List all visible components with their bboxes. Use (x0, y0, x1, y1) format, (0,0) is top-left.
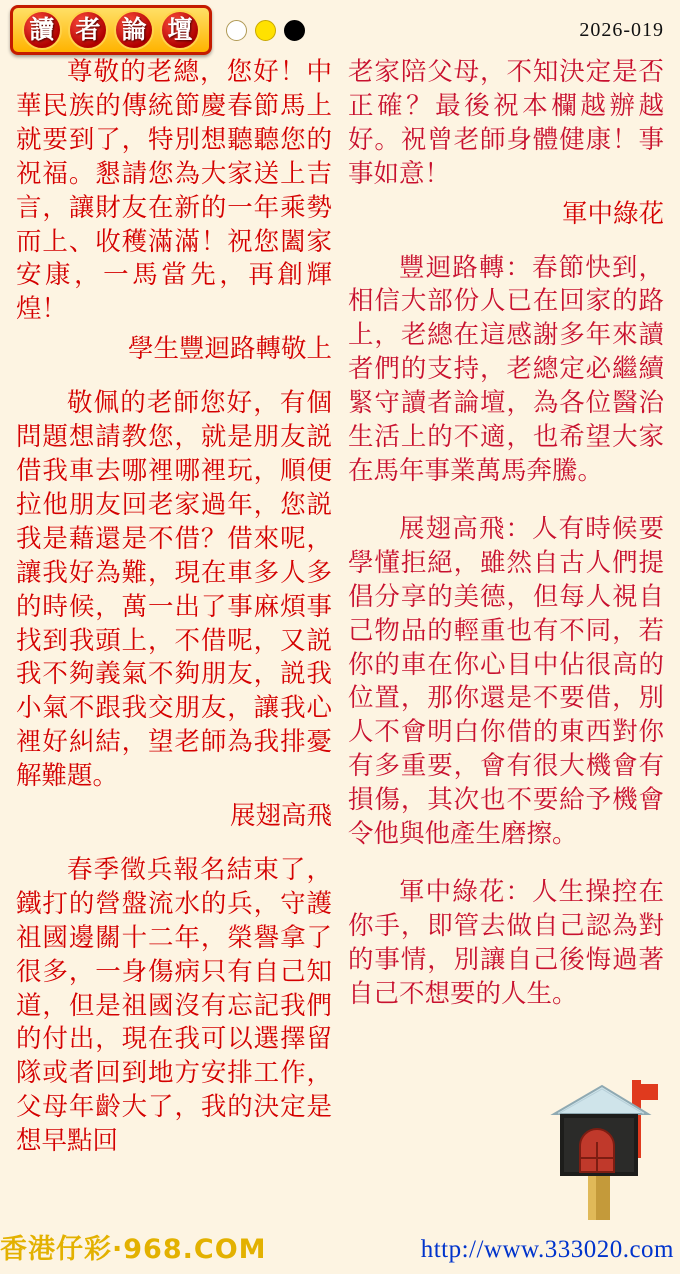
decorative-dots (226, 20, 313, 41)
letter-paragraph: 尊敬的老總，您好！中華民族的傳統節慶春節馬上就要到了，特別想聽聽您的祝福。懇請您為大家送上吉言，讓財友在新的一年乘勢而上、收穫滿滿！祝您闔家安康，一馬當先，再創輝煌！ (16, 57, 332, 325)
reply-paragraph: 軍中綠花：人生操控在你手，即管去做自己認為對的事情，別讓自己後悔過著自己不想要的人生。 (348, 876, 664, 1009)
dot-white-icon (226, 20, 247, 41)
letter-paragraph: 春季徵兵報名結束了，鐵打的營盤流水的兵，守護祖國邊關十二年，榮譽拿了很多，一身傷病只有自己知道，但是祖國沒有忘記我們的付出，現在我可以選擇留隊或者回到地方安排工作，父母年齡大了，我的決定是想早點回 (16, 854, 332, 1157)
dot-yellow-icon (255, 20, 276, 41)
title-char-1: 讀 (22, 10, 62, 50)
title-char-2: 者 (68, 10, 108, 50)
page-footer (0, 1214, 680, 1274)
title-char-3: 論 (114, 10, 154, 50)
footer-url[interactable]: http://www.333020.com (420, 1236, 674, 1263)
title-char-4: 壇 (160, 10, 200, 50)
reply-paragraph: 展翅高飛：人有時候要學懂拒絕，雖然自古人們提倡分享的美德，但每人視自己物品的輕重也有不同，若你的車在你心目中佔很高的位置，那你還是不要借，別人不會明白你借的東西對你有多重要，會有很大機會有損傷，其次也不要給予機會令他與他產生磨擦。 (348, 513, 664, 850)
letter-signature: 展翅高飛 (229, 801, 332, 832)
page-header (0, 0, 680, 56)
article-columns (0, 56, 680, 1206)
reply-paragraph: 豐迴路轉：春節快到，相信大部份人已在回家的路上，老總在這感謝多年來讀者們的支持，老總定必繼續緊守讀者論壇，為各位醫治生活上的不適，也希望大家在馬年事業萬馬奔騰。 (348, 252, 664, 486)
issue-number: 2026-019 (579, 18, 664, 41)
letter-signature: 學生豐迴路轉敬上 (127, 334, 332, 365)
paragraph-spacer (348, 495, 664, 513)
paragraph-spacer (348, 858, 664, 876)
right-column (340, 56, 672, 1206)
masthead-title (10, 5, 212, 55)
letter-signature: 軍中綠花 (561, 198, 664, 229)
dot-black-icon (284, 20, 305, 41)
footer-watermark: 香港仔彩·968.COM (0, 1234, 267, 1265)
letter-paragraph: 老家陪父母，不知決定是否正確？最後祝本欄越辦越好。祝曾老師身體健康！事事如意！ (348, 57, 664, 189)
letter-paragraph: 敬佩的老師您好，有個問題想請教您，就是朋友説借我車去哪裡哪裡玩，順便拉他朋友回老家過年，您説我是藉還是不借？借來呢，讓我好為難，現在車多人多的時候，萬一出了事麻煩事找到我頭上，不借呢，又説我不夠義氣不夠朋友，説我小氣不跟我交朋友，讓我心裡好糾結，望老師為我排憂解難題。 (16, 388, 332, 792)
mailbox-icon (544, 1062, 674, 1222)
left-column (8, 56, 340, 1206)
